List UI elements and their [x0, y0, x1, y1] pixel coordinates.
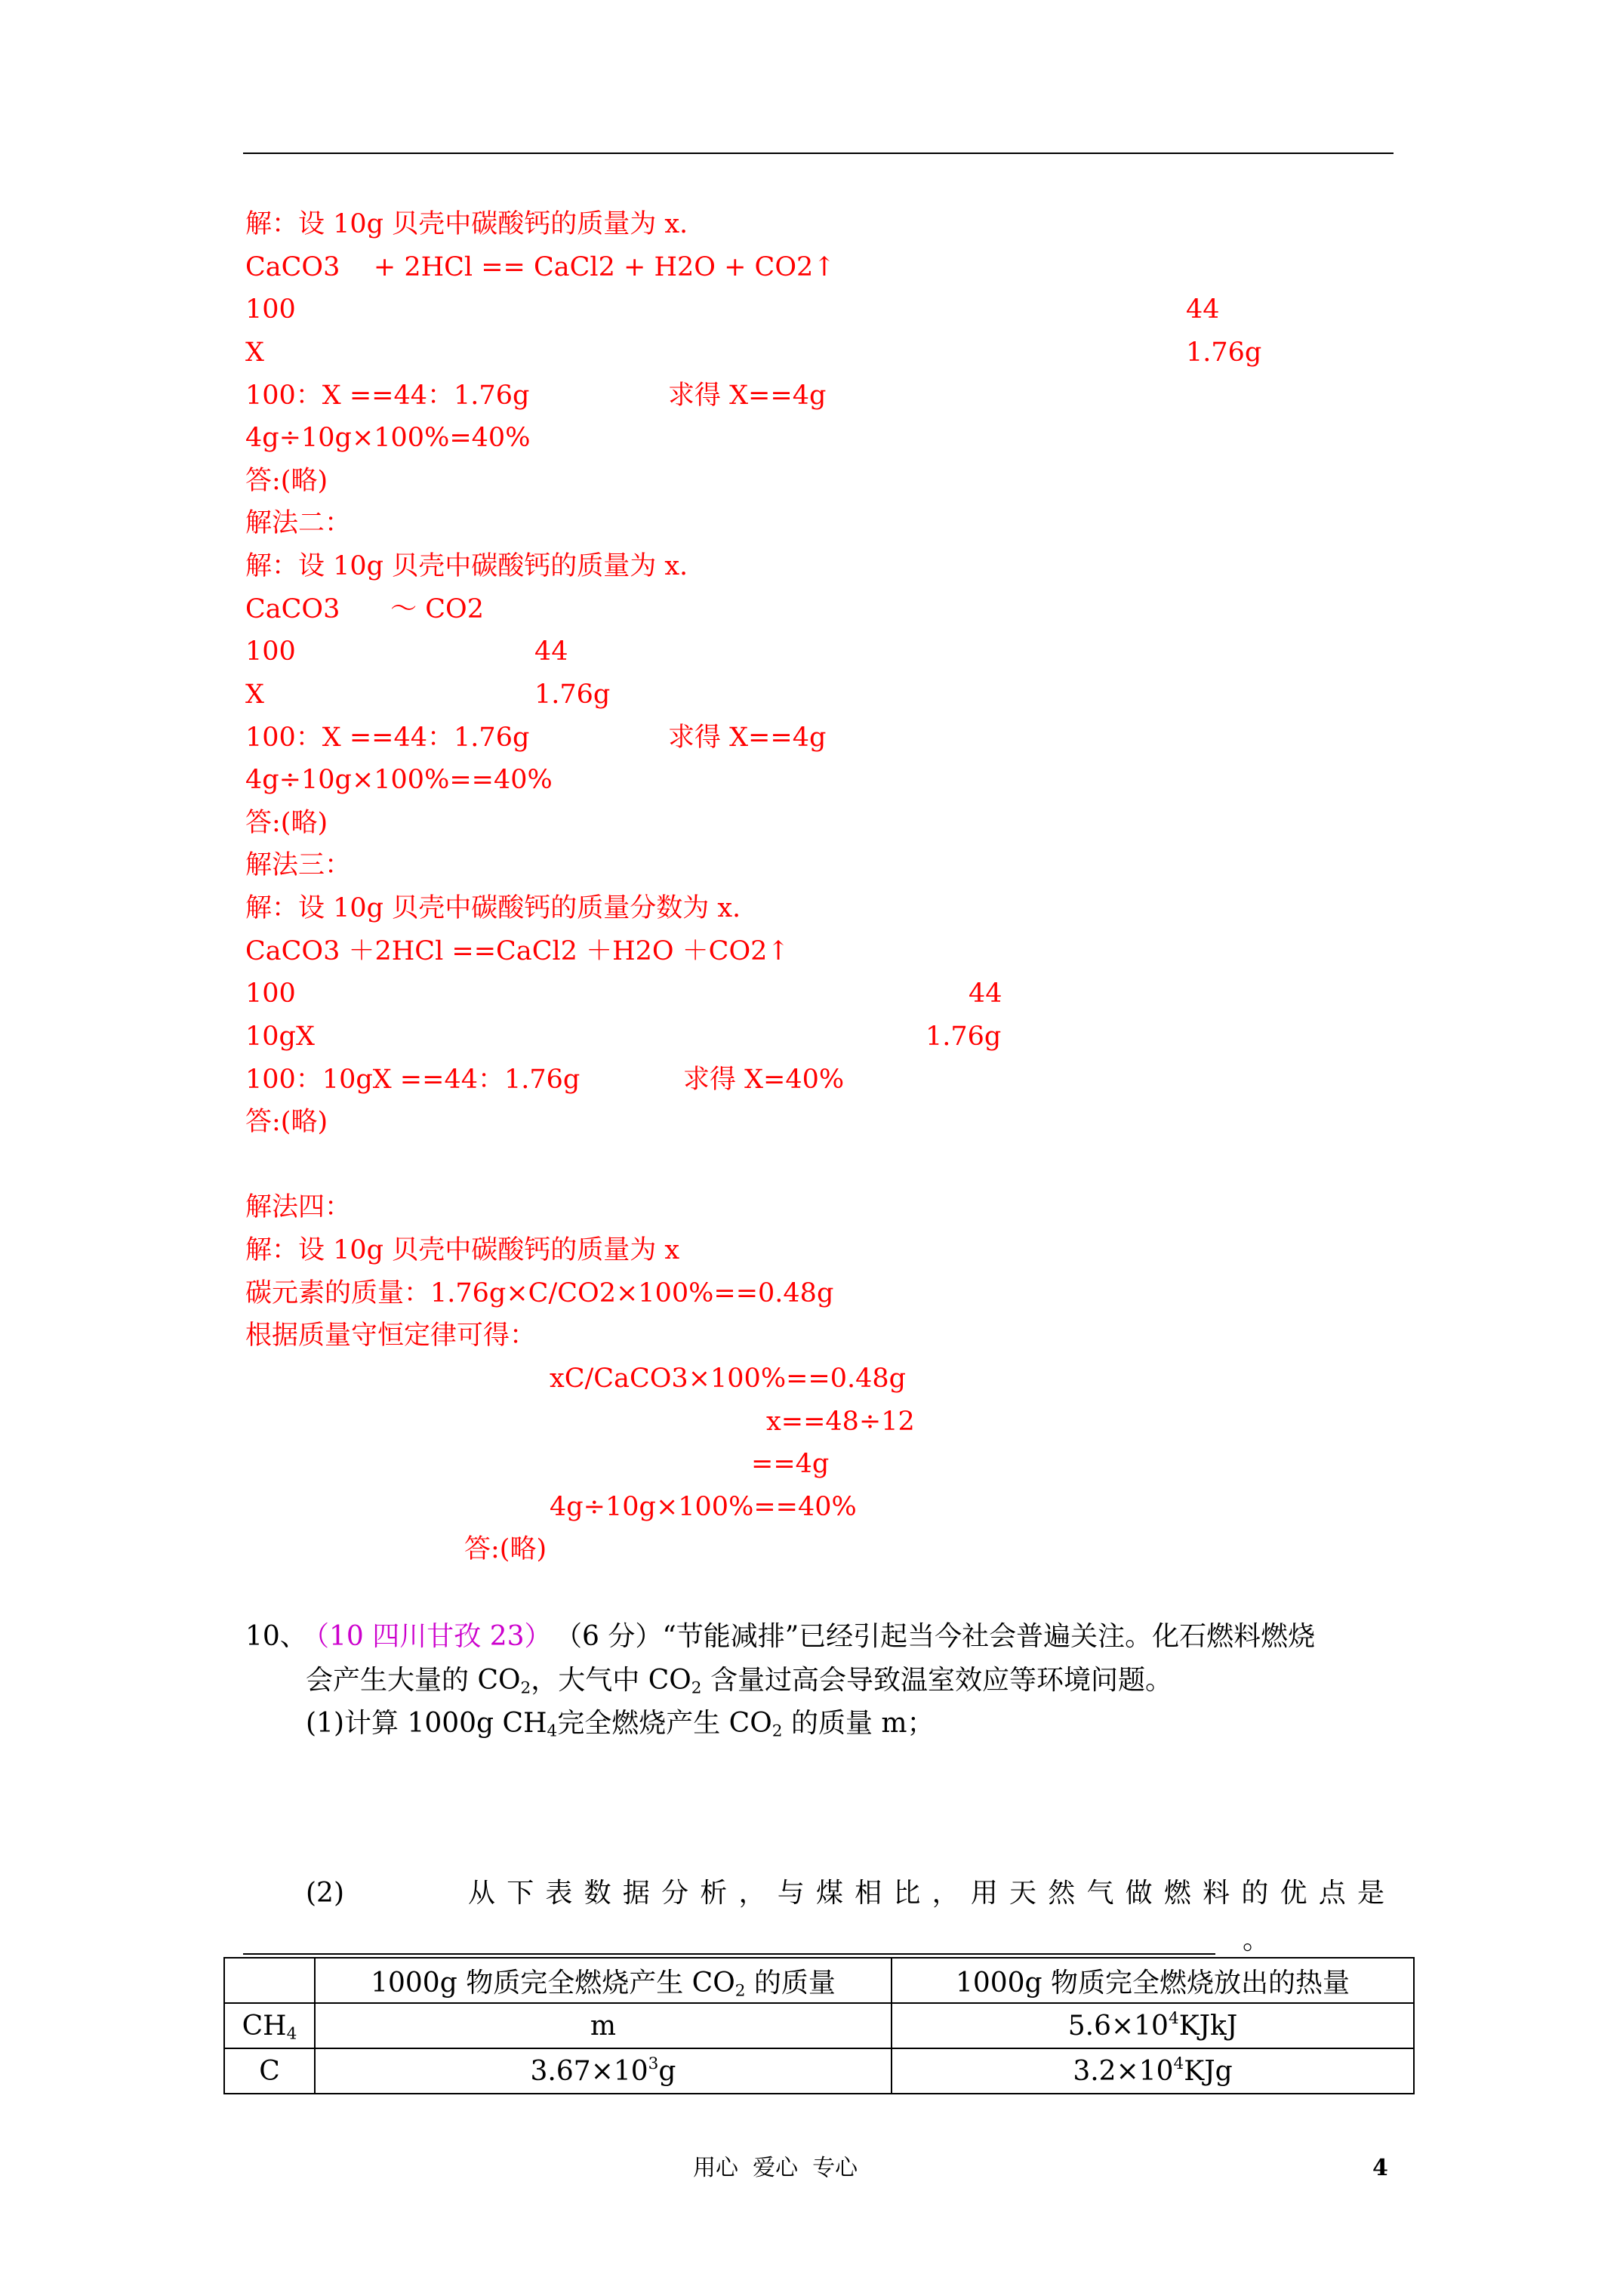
m3-answer: 答:(略): [245, 1107, 328, 1137]
m4-title: 解法四：: [245, 1192, 352, 1222]
m2-answer: 答:(略): [245, 808, 328, 838]
question-text-line2: 会产生大量的 $CO_2$，大气中 $CO_2$ 含量过高会导致温室效应等环境问题。: [306, 1665, 1172, 1698]
m4-conservation: 根据质量守恒定律可得：: [245, 1321, 537, 1351]
header-rule: [243, 153, 1394, 154]
m2-unknown-right: 1.76g: [534, 680, 611, 710]
m3-unknown-right: 1.76g: [925, 1022, 1002, 1052]
page-number: 4: [1372, 2155, 1388, 2181]
m1-unknown-left: X: [245, 337, 264, 368]
question-text-line1: （6 分）“节能减排”已经引起当今社会普遍关注。化石燃料燃烧: [555, 1621, 1316, 1652]
question-part1: (1)计算 1000g $CH_4$完全燃烧产生 $CO_2$ 的质量 m；: [306, 1708, 935, 1741]
question-number: 10、: [245, 1621, 307, 1652]
m2-title: 解法二：: [245, 508, 352, 538]
table-cell-ch4: $CH_4$: [224, 2003, 315, 2048]
comparison-table: [223, 1957, 1415, 2094]
m2-percent: 4g÷10g×100%==40%: [245, 765, 553, 795]
m4-line1: 解：设 10g 贝壳中碳酸钙的质量为 x: [245, 1235, 680, 1265]
m2-ratio-left: 100: [245, 636, 296, 667]
m3-ratio-left: 100: [245, 978, 296, 1009]
m3-equation: CaCO3 ＋2HCl ==CaCl2 ＋H2O ＋CO2↑: [245, 936, 790, 966]
m4-x-calc: x==48÷12: [766, 1407, 915, 1437]
m1-unknown-right: 1.76g: [1186, 337, 1262, 368]
footer-motto: 用心 爱心 专心: [693, 2155, 858, 2181]
question-source: （10 四川甘孜 23）: [302, 1621, 552, 1652]
m3-title: 解法三：: [245, 850, 352, 880]
table-cell-ch4-co2: m: [315, 2003, 892, 2048]
m3-ratio-right: 44: [969, 978, 1002, 1009]
m1-result: 求得 X==4g: [668, 381, 827, 411]
table-header-co2: 1000g 物质完全燃烧产生 $CO_2$ 的质量: [315, 1958, 892, 2003]
m2-result: 求得 X==4g: [668, 723, 827, 753]
m2-proportion: 100：X ==44：1.76g: [245, 723, 530, 753]
question-part2-end: 。: [1243, 1925, 1270, 1955]
m1-proportion: 100：X ==44：1.76g: [245, 381, 530, 411]
m4-carbon-mass: 碳元素的质量：1.76g×C/CO2×100%==0.48g: [245, 1278, 834, 1308]
m4-formula: xC/CaCO3×100%==0.48g: [550, 1364, 907, 1394]
m1-line1: 解：设 10g 贝壳中碳酸钙的质量为 x.: [245, 209, 688, 239]
question-part2-text: 从下表数据分析，与煤相比，用天然气做燃料的优点是: [468, 1878, 1389, 1909]
m1-ratio-left: 100: [245, 294, 296, 325]
table-cell-c-heat: $3.2\times 10^4KJg$: [892, 2048, 1414, 2094]
m2-unknown-left: X: [245, 680, 264, 710]
m4-x-value: ==4g: [751, 1449, 830, 1479]
table-row: [224, 2003, 1414, 2048]
table-cell-ch4-heat: $5.6\times 10^4KJkJ$: [892, 2003, 1414, 2048]
m2-equation: CaCO3 ～ CO2: [245, 594, 485, 624]
table-header-heat: 1000g 物质完全燃烧放出的热量: [892, 1958, 1414, 2003]
m1-answer: 答:(略): [245, 466, 328, 496]
question-part2-number: (2): [306, 1878, 344, 1909]
table-cell-c-co2: $3.67\times 10^3g$: [315, 2048, 892, 2094]
m1-equation: CaCO3 + 2HCl == CaCl2 + H2O + CO2↑: [245, 252, 836, 282]
answer-blank[interactable]: [243, 1953, 1215, 1955]
m2-ratio-right: 44: [534, 636, 568, 667]
table-row: [224, 2048, 1414, 2094]
m1-percent: 4g÷10g×100%=40%: [245, 423, 531, 453]
m3-result: 求得 X=40%: [683, 1065, 845, 1095]
m2-line1: 解：设 10g 贝壳中碳酸钙的质量为 x.: [245, 551, 688, 581]
table-cell-c: C: [224, 2048, 315, 2094]
table-header-row: [224, 1958, 1414, 2003]
m3-line1: 解：设 10g 贝壳中碳酸钙的质量分数为 x.: [245, 893, 741, 923]
m3-proportion: 100：10gX ==44：1.76g: [245, 1065, 581, 1095]
m4-answer: 答:(略): [464, 1534, 547, 1564]
m1-ratio-right: 44: [1186, 294, 1220, 325]
table-header-empty: [224, 1958, 315, 2003]
m3-unknown-left: 10gX: [245, 1022, 315, 1052]
m4-percent: 4g÷10g×100%==40%: [550, 1492, 857, 1522]
